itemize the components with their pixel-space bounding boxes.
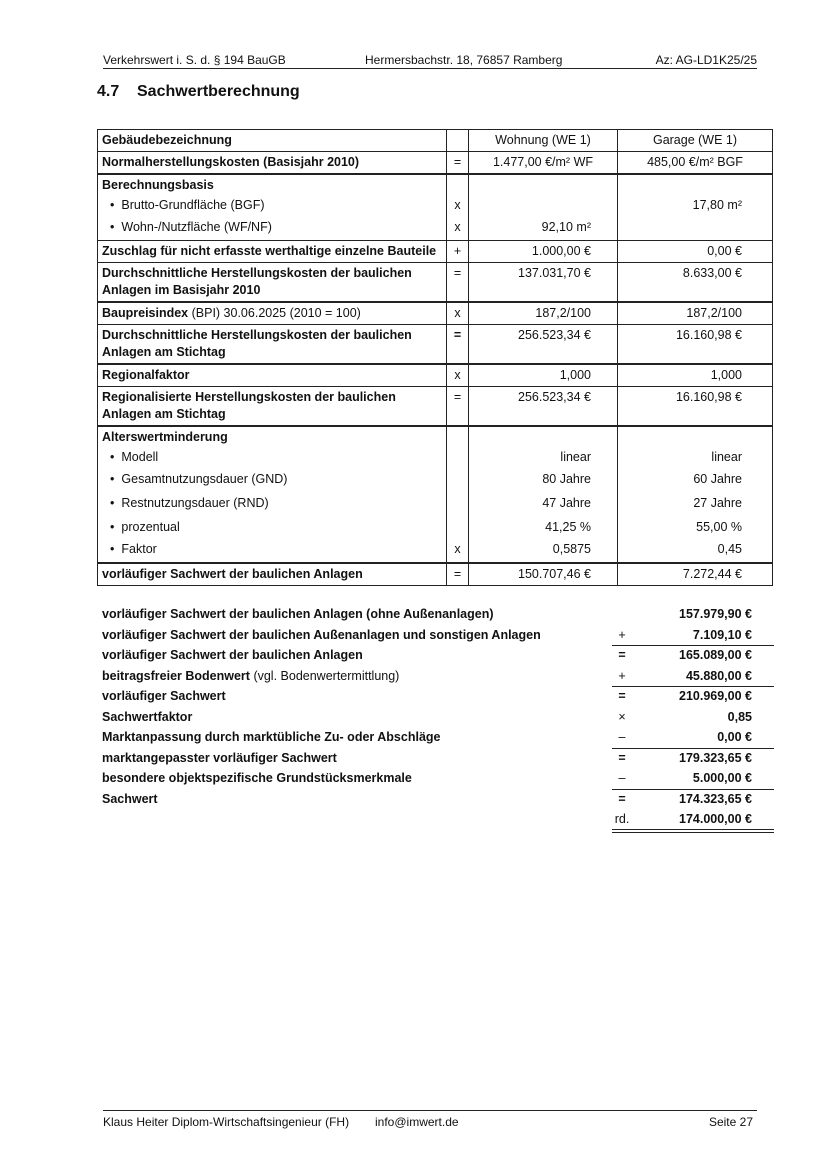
summary-row: Sachwert = 174.323,65 €	[102, 791, 752, 806]
row-label: Durchschnittliche Herstellungskosten der baulichen Anlagen im Basisjahr 2010	[98, 263, 447, 303]
table-row	[98, 263, 773, 303]
row-operator: =	[447, 325, 469, 365]
row-operator: x x	[447, 174, 469, 241]
table-row	[98, 174, 773, 241]
summary-row: vorläufiger Sachwert der baulichen Anlagen (ohne Außenanlagen) 157.979,90 €	[102, 607, 752, 621]
cell-a: 1.477,00 €/m² WF	[469, 152, 618, 175]
table-row	[98, 241, 773, 263]
cell-b: 16.160,98 €	[618, 325, 773, 365]
cell-a: 92,10 m²	[469, 174, 618, 241]
footer-email: info@imwert.de	[375, 1115, 459, 1129]
summary-row: vorläufiger Sachwert der baulichen Anlagen = 165.089,00 €	[102, 648, 752, 662]
page-footer	[103, 1110, 757, 1129]
row-label: Regionalisierte Herstellungskosten der baulichen Anlagen am Stichtag	[98, 387, 447, 427]
row-operator: =	[447, 563, 469, 586]
list-item: • Gesamtnutzungsdauer (GND)	[102, 468, 442, 490]
row-label: Durchschnittliche Herstellungskosten der baulichen Anlagen am Stichtag	[98, 325, 447, 365]
group-label: Alterswertminderung	[102, 430, 228, 444]
page-header	[103, 52, 757, 69]
cell-a: 256.523,34 €	[469, 387, 618, 427]
row-operator: =	[447, 263, 469, 303]
row-label: Zuschlag für nicht erfasste werthaltige einzelne Bauteile	[98, 241, 447, 263]
row-label: vorläufiger Sachwert der baulichen Anlagen	[98, 563, 447, 586]
row-operator: +	[447, 241, 469, 263]
section-title-text: Sachwertberechnung	[137, 83, 300, 100]
table-row	[98, 152, 773, 175]
row-operator: x	[447, 426, 469, 563]
list-item: • Wohn-/Nutzfläche (WF/NF)	[102, 216, 442, 238]
summary-row: marktangepasster vorläufiger Sachwert = 179.323,65 €	[102, 750, 752, 765]
table-row	[98, 426, 773, 563]
summary-row: Marktanpassung durch marktübliche Zu- oder Abschläge – 0,00 €	[102, 727, 774, 748]
section-number: 4.7	[97, 83, 120, 100]
row-operator: =	[447, 387, 469, 427]
cell-a: 150.707,46 €	[469, 563, 618, 586]
cell-b: linear 60 Jahre 27 Jahre 55,00 % 0,45	[618, 426, 773, 563]
cell-a: 187,2/100	[469, 302, 618, 325]
summary-row-rounded: rd. 174.000,00 €	[102, 809, 774, 830]
cell-b: 187,2/100	[618, 302, 773, 325]
col-label-header: Gebäudebezeichnung	[98, 130, 447, 152]
header-left: Verkehrswert i. S. d. § 194 BauGB	[103, 53, 286, 67]
table-header-row	[98, 130, 773, 152]
list-item: • Modell	[102, 446, 442, 468]
table-row	[98, 364, 773, 387]
row-operator: x	[447, 302, 469, 325]
col-a-header: Wohnung (WE 1)	[469, 130, 618, 152]
row-label: Normalherstellungskosten (Basisjahr 2010)	[98, 152, 447, 175]
table-row	[98, 302, 773, 325]
summary-row: vorläufiger Sachwert = 210.969,00 €	[102, 689, 752, 703]
cell-b: 1,000	[618, 364, 773, 387]
list-item: • Faktor	[102, 538, 442, 560]
col-b-header: Garage (WE 1)	[618, 130, 773, 152]
row-operator: x	[447, 364, 469, 387]
summary-row: beitragsfreier Bodenwert (vgl. Bodenwertermittlung) + 45.880,00 €	[102, 666, 774, 687]
cell-a: linear 80 Jahre 47 Jahre 41,25 % 0,5875	[469, 426, 618, 563]
calculation-table	[97, 129, 773, 586]
cell-b: 16.160,98 €	[618, 387, 773, 427]
cell-a: 1.000,00 €	[469, 241, 618, 263]
row-label	[98, 174, 447, 241]
cell-b: 485,00 €/m² BGF	[618, 152, 773, 175]
footer-page-number: Seite 27	[708, 1115, 753, 1129]
row-operator: =	[447, 152, 469, 175]
group-label: Berechnungsbasis	[102, 178, 214, 192]
cell-b: 17,80 m²	[618, 174, 773, 241]
summary-row: vorläufiger Sachwert der baulichen Außenanlagen und sonstigen Anlagen + 7.109,10 €	[102, 625, 774, 646]
summary-row: besondere objektspezifische Grundstücksmerkmale – 5.000,00 €	[102, 768, 774, 789]
list-item: • prozentual	[102, 516, 442, 538]
cell-b: 0,00 €	[618, 241, 773, 263]
summary-row: Sachwertfaktor × 0,85	[102, 709, 752, 724]
cell-b: 7.272,44 €	[618, 563, 773, 586]
table-row	[98, 563, 773, 586]
row-label: Baupreisindex (BPI) 30.06.2025 (2010 = 100)	[98, 302, 447, 325]
col-op-header	[447, 130, 469, 152]
table-row	[98, 325, 773, 365]
table-row	[98, 387, 773, 427]
row-label: Regionalfaktor	[98, 364, 447, 387]
footer-author: Klaus Heiter Diplom-Wirtschaftsingenieur (FH)	[103, 1115, 350, 1129]
cell-b: 8.633,00 €	[618, 263, 773, 303]
row-label	[98, 426, 447, 563]
section-title	[97, 83, 300, 101]
cell-a: 256.523,34 €	[469, 325, 618, 365]
list-item: • Restnutzungsdauer (RND)	[102, 490, 442, 516]
header-address: Hermersbachstr. 18, 76857 Ramberg	[365, 53, 563, 67]
cell-a: 1,000	[469, 364, 618, 387]
cell-a: 137.031,70 €	[469, 263, 618, 303]
summary-block	[102, 604, 774, 830]
header-reference: Az: AG-LD1K25/25	[655, 53, 757, 67]
list-item: • Brutto-Grundfläche (BGF)	[102, 194, 442, 216]
